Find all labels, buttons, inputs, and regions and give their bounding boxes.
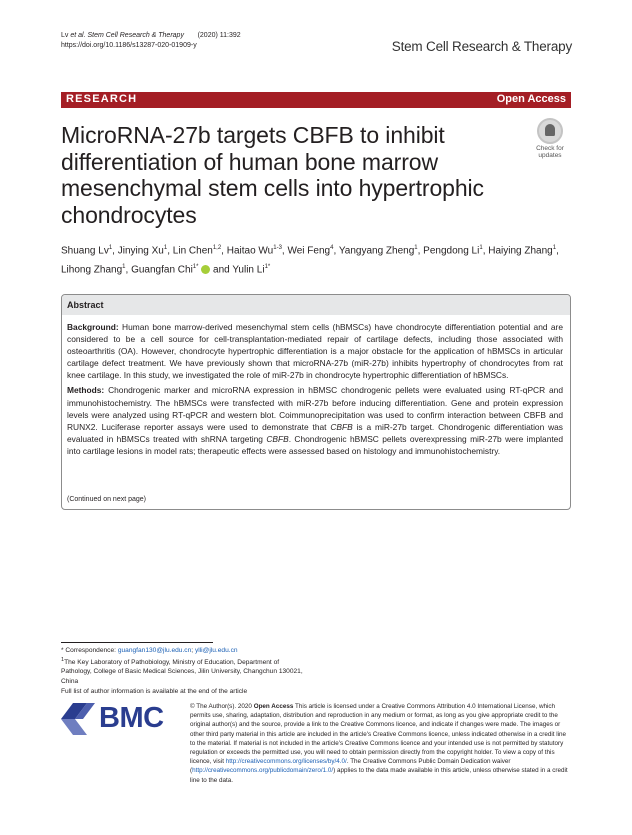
license-link-cc0[interactable]: http://creativecommons.org/publicdomain/zero/1.0/ — [192, 767, 334, 775]
abstract-box — [61, 294, 571, 510]
abstract-header — [62, 295, 570, 315]
methods-text-3: . Chondrogenic hBMSC pellets overexpressing miR-27b were implanted into cartilage lesions in model rats; therapeutic effects were assessed based on histology and immunohistochemistry. — [67, 433, 563, 456]
author-name: Jinying Xu — [117, 245, 164, 257]
citation-authors: Lv — [61, 32, 71, 39]
methods-label: Methods: — [67, 385, 105, 396]
author-name: Haiying Zhang — [488, 245, 553, 257]
author-affiliation-sup: 1 — [479, 245, 483, 251]
citation-journal: et al. Stem Cell Research & Therapy — [70, 32, 184, 39]
license-copyright: © The Author(s). 2020 — [190, 703, 254, 710]
correspondence-line — [61, 646, 311, 656]
author-affiliation-sup: 1-3 — [273, 245, 282, 251]
check-line2: updates — [538, 152, 562, 159]
aff-sup: 1 — [61, 656, 65, 663]
journal-name: Stem Cell Research & Therapy — [391, 39, 572, 54]
corr-prefix: * Correspondence: — [61, 647, 118, 654]
email-link-2[interactable]: ylli@jlu.edu.cn — [194, 647, 238, 654]
author-name: Yangyang Zheng — [338, 245, 415, 257]
author-name: Haitao Wu — [226, 245, 274, 257]
citation-volume: (2020) 11:392 — [197, 32, 241, 39]
author-name: Guangfan Chi — [131, 264, 193, 276]
affiliation-text: The Key Laboratory of Pathobiology, Ministry of Education, Department of Pathology, College of Basic Medical Sciences, Jilin University, Changchun 130021, China — [61, 658, 303, 685]
check-for-updates-label — [529, 145, 571, 159]
license-body-3: ) applies to the data made available in this article, unless otherwise stated in a credit line to the data. — [190, 767, 568, 784]
license-body-2: . The Creative Commons Public Domain Dedication waiver ( — [190, 758, 511, 775]
citation-header — [61, 31, 241, 51]
corr-sep: ; — [191, 647, 195, 654]
background-label: Background: — [67, 322, 119, 332]
author-affiliation-sup: 1 — [163, 245, 168, 251]
author-name: Lihong Zhang — [61, 264, 123, 276]
affiliation — [61, 656, 311, 687]
article-title: MicroRNA-27b targets CBFB to inhibit differentiation of human bone marrow mesenchymal stem cells into hypertrophic chondrocytes — [61, 122, 484, 228]
author-affiliation-sup: 1 — [414, 245, 418, 251]
author-affiliation-sup: 1,2 — [212, 245, 222, 251]
gene-cbfb: CBFB — [330, 421, 353, 432]
check-for-updates-button[interactable] — [529, 118, 571, 160]
author-affiliation-sup: 1 — [552, 245, 557, 251]
article-type-banner — [61, 92, 571, 108]
author-affiliation-sup: 1* — [192, 264, 199, 271]
abstract-heading: Abstract — [67, 300, 104, 310]
full-list-note: Full list of author information is available at the end of the article — [61, 687, 248, 695]
author-affiliation-sup: 1 — [122, 264, 126, 271]
bmc-logo — [61, 703, 181, 735]
bmc-logo-icon — [61, 703, 97, 735]
bookmark-icon — [537, 118, 563, 144]
author-affiliation-sup: 4 — [330, 245, 334, 251]
author-name: Lin Chen — [172, 245, 213, 257]
license-link-cc-by[interactable]: http://creativecommons.org/licenses/by/4.0/ — [225, 758, 347, 766]
methods-text-1: Chondrogenic marker and microRNA expression in hBMSC chondrogenic pellets were evaluated using RT-qPCR and immunohistochemistry. The hBMSCs were transfected with miR-27b before inducing differentiation. Gene and protein expression levels were analyzed using RT-qPCR and western blot. Coimmunoprecipitation was used to confirm interaction between CBFB and RUNX2. Luciferase reporter assays were used to demonstrate that — [67, 385, 563, 432]
license-open-access: Open Access — [253, 703, 294, 710]
license-text — [190, 702, 572, 785]
author-list: Shuang Lv$^1$, Jinying Xu$^1$, Lin Chen$^{1,2}$, Haitao Wu$^{1-3}$, Wei Feng$^4$, Yangyang Zheng$^1$, Pengdong Li$^1$, Haiying Zhang$^1$, Lihong Zhang$^1$, Guangfan Chi$^{1*}$ and Yulin $Li^{1*}$ — [61, 245, 559, 276]
orcid-icon[interactable] — [201, 265, 210, 274]
citation-line — [61, 31, 241, 41]
author-affiliation-sup: 1* — [264, 264, 271, 271]
author-name: Pengdong Li — [423, 245, 480, 257]
bmc-wordmark: BMC — [99, 702, 164, 734]
email-link-1[interactable]: guangfan130@jlu.edu.cn — [117, 647, 192, 654]
doi-link[interactable]: https://doi.org/10.1186/s13287-020-01909-y — [61, 42, 197, 49]
methods-paragraph — [67, 384, 563, 457]
footnote-rule — [61, 642, 213, 643]
methods-text-2: is a miR-27b target. Chondrogenic differentiation was evaluated in hBMSCs treated with shRNA targeting — [67, 421, 563, 444]
open-access-label: Open Access — [496, 93, 566, 105]
abstract-body — [67, 321, 563, 460]
author-name: Shuang Lv — [61, 245, 109, 257]
license-body-1: This article is licensed under a Creative Commons Attribution 4.0 International License, which permits use, sharing, adaptation, distribution and reproduction in any medium or format, as long as you give appropriate credit to the original author(s) and the source, provide a link to the Creative Commons licence, and indicate if changes were made. The images or other third party material in this article are included in the article's Creative Commons licence, unless indicated otherwise in a credit line to the material. If material is not included in the article's Creative Commons licence and your intended use is not permitted by statutory regulation or exceeds the permitted use, you will need to obtain permission directly from the copyright holder. To view a copy of this licence, visit — [190, 703, 567, 766]
author-affiliation-sup: 1 — [108, 245, 113, 251]
continued-note: (Continued on next page) — [67, 496, 146, 503]
gene-cbfb-2: CBFB — [266, 433, 289, 444]
check-line1: Check for — [536, 145, 564, 152]
background-text: Human bone marrow-derived mesenchymal stem cells (hBMSCs) have chondrocyte differentiation potential and are considered to be a cell source for cell-transplantation-mediated repair of cartilage defects, including those associated with osteoarthritis (OA). However, chondrocyte hypertrophic differentiation is a major obstacle for the application of hBMSCs in articular cartilage defect treatment. We have previously shown that microRNA-27b (miR-27b) inhibits hypertrophy of chondrocytes from rat knee cartilage. In this study, we investigated the role of miR-27b in chondrocyte hypertrophic differentiation of hBMSCs. — [67, 322, 563, 381]
author-name: Yulin Li — [232, 264, 265, 276]
background-paragraph — [67, 321, 563, 381]
author-name: Wei Feng — [287, 245, 331, 257]
article-type: RESEARCH — [66, 93, 138, 105]
correspondence-footnote — [61, 646, 311, 696]
